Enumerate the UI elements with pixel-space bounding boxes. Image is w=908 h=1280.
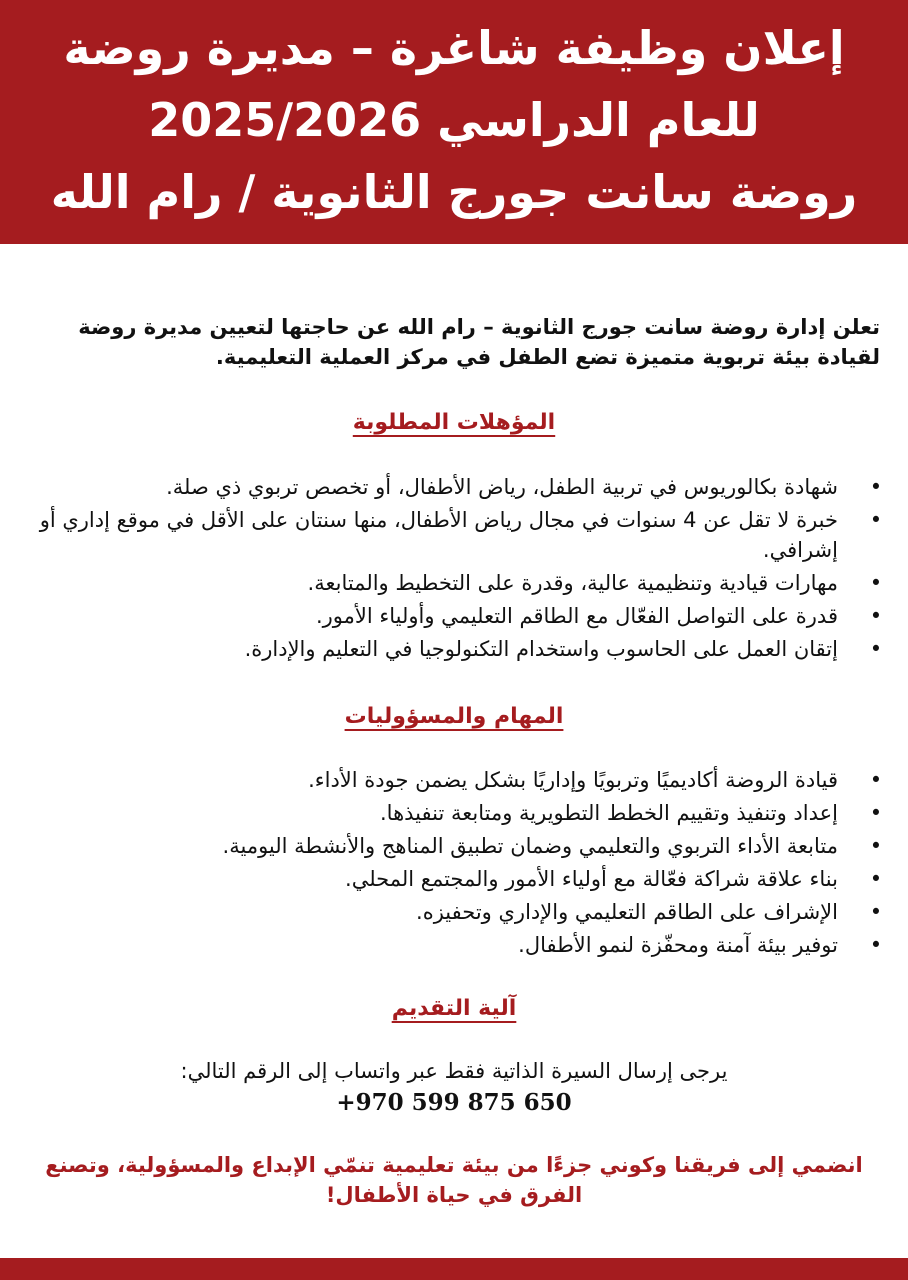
responsibility-text: متابعة الأداء التربوي والتعليمي وضمان تطبيق المناهج والأنشطة اليومية. bbox=[222, 834, 838, 858]
bullet-icon: • bbox=[869, 571, 883, 595]
responsibility-item bbox=[8, 930, 886, 960]
title-line-3: روضة سانت جورج الثانوية / رام الله bbox=[50, 165, 858, 219]
responsibilities-list bbox=[8, 765, 886, 963]
qualification-text: شهادة بكالوريوس في تربية الطفل، رياض الأطفال، أو تخصص تربوي ذي صلة. bbox=[166, 475, 838, 499]
bullet-icon: • bbox=[869, 475, 883, 499]
responsibility-item bbox=[8, 765, 886, 795]
bullet-icon: • bbox=[869, 637, 883, 661]
application-heading: آلية التقديم bbox=[391, 996, 517, 1021]
responsibility-item bbox=[8, 831, 886, 861]
responsibility-text: إعداد وتنفيذ وتقييم الخطط التطويرية ومتابعة تنفيذها. bbox=[380, 801, 838, 825]
qualifications-heading: المؤهلات المطلوبة bbox=[352, 410, 556, 435]
bullet-icon: • bbox=[869, 900, 883, 924]
qualification-text: إتقان العمل على الحاسوب واستخدام التكنولوجيا في التعليم والإدارة. bbox=[244, 637, 838, 661]
responsibilities-heading: المهام والمسؤوليات bbox=[344, 704, 564, 729]
qualification-text: خبرة لا تقل عن 4 سنوات في مجال رياض الأطفال، منها سنتان على الأقل في موقع إداري أو إشرافي. bbox=[39, 508, 838, 562]
title-line-1: إعلان وظيفة شاغرة – مديرة روضة bbox=[63, 21, 845, 75]
qualification-text: مهارات قيادية وتنظيمية عالية، وقدرة على التخطيط والمتابعة. bbox=[307, 571, 838, 595]
bullet-icon: • bbox=[869, 508, 883, 532]
qualification-item bbox=[8, 568, 886, 598]
application-instructions: يرجى إرسال السيرة الذاتية فقط عبر واتساب إلى الرقم التالي: bbox=[180, 1059, 728, 1083]
bullet-icon: • bbox=[869, 933, 883, 957]
qualifications-list bbox=[8, 472, 886, 667]
bullet-icon: • bbox=[869, 801, 883, 825]
whatsapp-phone-number: +970 599 875 650 bbox=[336, 1089, 572, 1116]
responsibility-text: بناء علاقة شراكة فعّالة مع أولياء الأمور والمجتمع المحلي. bbox=[345, 867, 838, 891]
qualification-item bbox=[8, 634, 886, 664]
responsibility-item bbox=[8, 864, 886, 894]
qualification-text: قدرة على التواصل الفعّال مع الطاقم التعليمي وأولياء الأمور. bbox=[315, 604, 838, 628]
responsibility-item bbox=[8, 897, 886, 927]
bullet-icon: • bbox=[869, 867, 883, 891]
bullet-icon: • bbox=[869, 604, 883, 628]
responsibility-text: قيادة الروضة أكاديميًا وتربويًا وإداريًا بشكل يضمن جودة الأداء. bbox=[308, 768, 838, 792]
responsibility-item bbox=[8, 798, 886, 828]
qualification-item bbox=[8, 505, 886, 565]
bullet-icon: • bbox=[869, 768, 883, 792]
closing-message: انضمي إلى فريقنا وكوني جزءًا من بيئة تعليمية تنمّي الإبداع والمسؤولية، وتصنع الفرق في حياة الأطفال! bbox=[45, 1153, 863, 1207]
intro-paragraph: تعلن إدارة روضة سانت جورج الثانوية – رام الله عن حاجتها لتعيين مديرة روضة لقيادة بيئة تربوية متميزة تضع الطفل في مركز العملية التعليمية. bbox=[78, 315, 880, 369]
header-banner bbox=[0, 0, 908, 244]
title-line-2: للعام الدراسي 2025/2026 bbox=[148, 93, 760, 147]
bullet-icon: • bbox=[869, 834, 883, 858]
qualification-item bbox=[8, 601, 886, 631]
responsibility-text: الإشراف على الطاقم التعليمي والإداري وتحفيزه. bbox=[416, 900, 838, 924]
responsibility-text: توفير بيئة آمنة ومحفّزة لنمو الأطفال. bbox=[518, 933, 838, 957]
footer-bar bbox=[0, 1258, 908, 1280]
qualification-item bbox=[8, 472, 886, 502]
